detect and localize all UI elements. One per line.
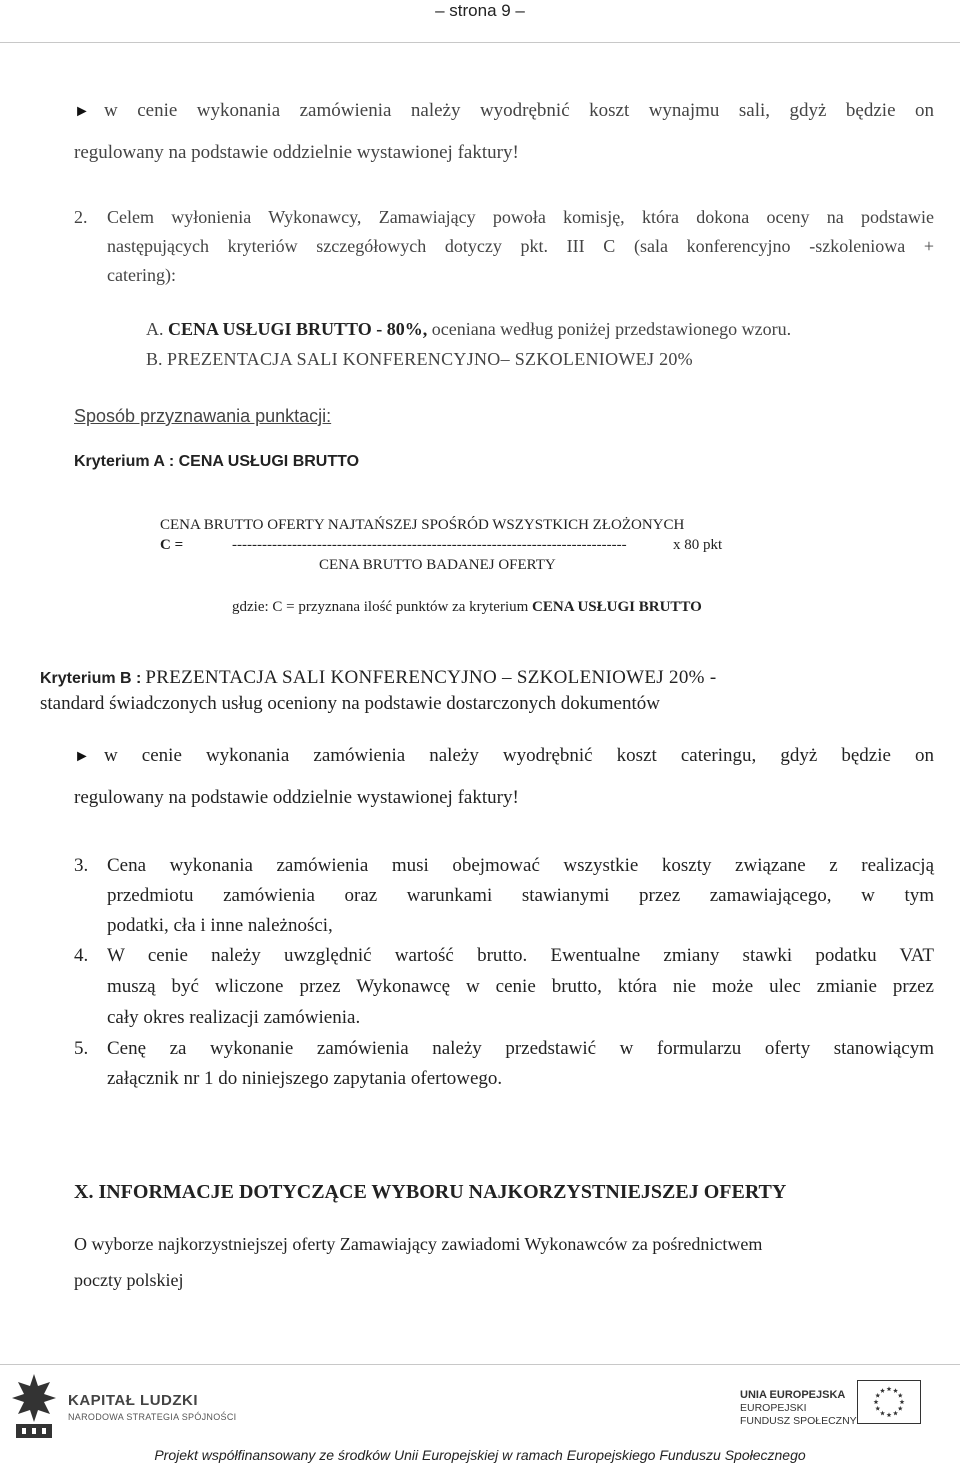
- gdzie-line: [232, 598, 702, 617]
- ue-line2: EUROPEJSKI: [740, 1402, 807, 1414]
- kryterium-b-desc: standard świadczonych usług oceniony na podstawie dostarczonych dokumentów: [40, 693, 660, 714]
- item2-line3: catering):: [107, 265, 176, 285]
- eu-star-icon: [875, 1393, 880, 1398]
- criterion-a: [146, 318, 791, 340]
- section-x-heading: X. INFORMACJE DOTYCZĄCE WYBORU NAJKORZYSTNIEJSZEJ OFERTY: [74, 1181, 787, 1203]
- criterion-a-rest: oceniana według poniżej przedstawionego wzoru.: [427, 319, 792, 339]
- eu-star-icon: [880, 1411, 885, 1416]
- criterion-b-letter: B.: [146, 349, 163, 369]
- para1-line1: w cenie wykonania zamówienia należy wyodrębnić koszt wynajmu sali, gdyż będzie on: [104, 100, 934, 121]
- footer-divider: [0, 1364, 960, 1365]
- kryterium-b-line: [40, 667, 716, 689]
- kapital-ludzki-title: KAPITAŁ LUDZKI: [68, 1392, 199, 1409]
- item3-line1: Cena wykonania zamówienia musi obejmować wszystkie koszty związane z realizacją: [107, 855, 934, 876]
- footer-cofinancing-note: Projekt współfinansowany ze środków Unii Europejskiej w ramach Europejskiego Funduszu Społecznego: [154, 1447, 806, 1463]
- scoring-heading: Sposób przyznawania punktacji:: [74, 406, 332, 426]
- section-x-line2: poczty polskiej: [74, 1270, 184, 1290]
- item4-line2: muszą być wliczone przez Wykonawcę w cenie brutto, która nie może ulec zmianie przez: [107, 976, 934, 997]
- header-divider: [0, 42, 960, 43]
- para2-line2: regulowany na podstawie oddzielnie wystawionej faktury!: [74, 787, 519, 808]
- criterion-a-letter: A.: [146, 319, 164, 339]
- eu-star-icon: [893, 1411, 898, 1416]
- section-x-line1: O wyborze najkorzystniejszej oferty Zamawiający zawiadomi Wykonawców za pośrednictwem: [74, 1234, 763, 1254]
- gdzie-text: gdzie: C = przyznana ilość punktów za kryterium: [232, 599, 529, 615]
- formula-factor: x 80 pkt: [673, 537, 723, 553]
- kryterium-b-title: PREZENTACJA SALI KONFERENCYJNO – SZKOLENIOWEJ 20% -: [145, 667, 717, 688]
- formula-fraction-line: -------------------------------------------------------------------------------: [232, 537, 627, 553]
- criterion-a-bold: CENA USŁUGI BRUTTO - 80%,: [168, 319, 428, 339]
- item5-line1: Cenę za wykonanie zamówienia należy przedstawić w formularzu oferty stanowiącym: [107, 1038, 934, 1059]
- eu-star-icon: [898, 1406, 903, 1411]
- ue-text-block: [740, 1389, 857, 1428]
- ue-line1: UNIA EUROPEJSKA: [740, 1389, 846, 1401]
- eu-star-icon: [874, 1399, 879, 1404]
- eu-flag-icon: [857, 1380, 921, 1424]
- ue-line3: FUNDUSZ SPOŁECZNY: [740, 1415, 857, 1427]
- para2-line1: w cenie wykonania zamówienia należy wyodrębnić koszt cateringu, gdyż będzie on: [104, 745, 934, 766]
- criterion-b-text: PREZENTACJA SALI KONFERENCYJNO– SZKOLENIOWEJ 20%: [167, 349, 693, 369]
- arrow-bullet-icon: ►: [74, 748, 90, 765]
- item5-number: 5.: [74, 1038, 89, 1059]
- gdzie-bold: CENA USŁUGI BRUTTO: [532, 599, 702, 615]
- para1-line2: regulowany na podstawie oddzielnie wystawionej faktury!: [74, 142, 519, 163]
- formula-numerator: CENA BRUTTO OFERTY NAJTAŃSZEJ SPOŚRÓD WSZYSTKICH ZŁOŻONYCH: [160, 517, 685, 533]
- item3-line3: podatki, cła i inne należności,: [107, 915, 333, 936]
- item4-number: 4.: [74, 945, 89, 966]
- arrow-bullet-icon: ►: [74, 103, 90, 120]
- kryterium-b-label: Kryterium B :: [40, 670, 142, 687]
- item3-line2: przedmiotu zamówienia oraz warunkami stawianymi przez zamawiającego, w tym: [107, 885, 934, 906]
- eu-star-icon: [893, 1388, 898, 1393]
- kryterium-a-heading: Kryterium A : CENA USŁUGI BRUTTO: [74, 453, 360, 470]
- item3-number: 3.: [74, 855, 89, 876]
- item4-line1: W cenie należy uwzględnić wartość brutto. Ewentualne zmiany stawki podatku VAT: [107, 945, 934, 966]
- item2-number: 2.: [74, 207, 88, 227]
- eu-star-icon: [898, 1393, 903, 1398]
- eu-star-icon: [880, 1388, 885, 1393]
- criterion-b: [146, 348, 693, 370]
- item5-line2: załącznik nr 1 do niniejszego zapytania ofertowego.: [107, 1068, 503, 1089]
- eu-star-icon: [875, 1406, 880, 1411]
- item4-line3: cały okres realizacji zamówienia.: [107, 1007, 361, 1028]
- formula-denominator: CENA BRUTTO BADANEJ OFERTY: [319, 557, 556, 573]
- item2-line2: następujących kryteriów szczegółowych dotyczy pkt. III C (sala konferencyjno -szkoleniowa +: [107, 236, 934, 256]
- formula-lhs: C =: [160, 537, 184, 553]
- page-number-header: – strona 9 –: [435, 1, 525, 20]
- kapital-ludzki-logo-icon: [8, 1372, 60, 1442]
- eu-star-icon: [900, 1399, 905, 1404]
- item2-line1: Celem wyłonienia Wykonawcy, Zamawiający powoła komisję, która dokona oceny na podstawie: [107, 207, 934, 227]
- kapital-ludzki-subtitle: NARODOWA STRATEGIA SPÓJNOŚCI: [68, 1412, 237, 1422]
- eu-star-icon: [887, 1386, 892, 1391]
- eu-star-icon: [887, 1412, 892, 1417]
